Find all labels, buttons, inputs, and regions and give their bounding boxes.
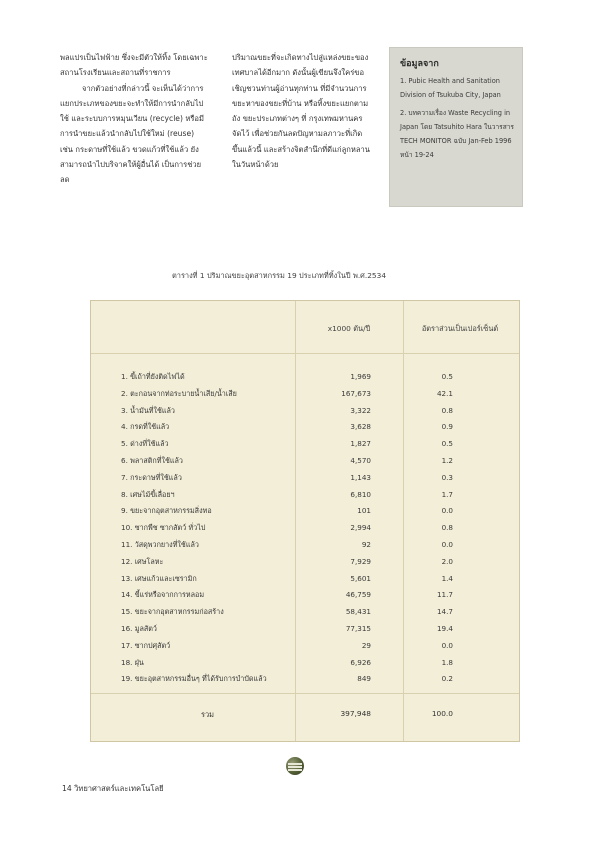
total-row [91, 699, 519, 729]
row-percent: 0.3 [441, 472, 453, 482]
row-percent: 11.7 [436, 590, 453, 600]
row-label: 3. น้ำมันที่ใช้แล้ว [121, 405, 175, 415]
row-label: 8. เศษไม้ขี้เลื่อยฯ [121, 489, 175, 499]
row-label: 17. ซากปศุสัตว์ [121, 640, 171, 650]
row-percent: 0.5 [441, 372, 453, 381]
row-value: 101 [357, 506, 371, 516]
table-row [91, 503, 519, 520]
table-row [91, 369, 519, 386]
row-value: 7,929 [350, 556, 371, 566]
row-value: 29 [361, 640, 371, 650]
row-percent: 0.9 [441, 422, 453, 432]
row-label: 19. ขยะอุตสาหกรรมอื่นๆ ที่ได้รับการบำบัดแล้ว [121, 674, 267, 684]
table-row [91, 403, 519, 420]
row-value: 167,673 [341, 388, 371, 398]
table-row [91, 386, 519, 403]
row-percent: 0.0 [441, 640, 453, 650]
table-row [91, 436, 519, 453]
row-label: 5. ด่างที่ใช้แล้ว [121, 439, 169, 449]
reference-box [389, 47, 523, 207]
total-label: รวม [201, 710, 214, 719]
table-row [91, 487, 519, 504]
row-label: 15. ขยะจากอุตสาหกรรมก่อสร้าง [121, 607, 224, 617]
table-row [91, 520, 519, 537]
row-percent: 1.7 [441, 489, 453, 499]
row-label: 12. เศษโลหะ [121, 556, 164, 566]
row-percent: 42.1 [436, 388, 453, 398]
row-percent: 0.8 [441, 523, 453, 533]
column-header-unit: x1000 ตัน/ปี [327, 324, 371, 333]
row-value: 5,601 [350, 573, 371, 583]
table-row [91, 537, 519, 554]
row-label: 13. เศษแก้วและเซรามิก [121, 573, 197, 583]
paragraph: พลแปรเป็นไฟฟ้าย ซึ่งจะมีตัวให้ทิ้ง โดยเฉพาะสถานโรงเรียนและสถานที่ราชการ [60, 53, 208, 78]
table-row [91, 470, 519, 487]
table-row [91, 671, 519, 688]
row-value: 3,322 [350, 405, 371, 415]
magazine-logo-icon [286, 757, 304, 775]
paragraph: ปริมาณขยะที่จะเกิดทางไปสู่แหล่งขยะของเทศบาลได้อีกมาก ดังนั้นผู้เขียนจึงใคร่ขอเชิญชวนท่านผู้อ่านทุกท่าน ที่มีจำนวนการขยะหาของขยะที่บ้าน หรือทิ้งขยะแยกตามถัง ขยะประเภทต่างๆ ที่ กรุงเทพมหานคร จัดไว้ เพื่อช่วยกันลดปัญหามลภาวะที่เกิดขึ้นแล้วนี้ และสร้างจิตสำนึกที่ดีแก่ลูกหลานในวันหน้าด้วย [232, 53, 370, 170]
row-value: 58,431 [345, 607, 371, 617]
row-label: 10. ซากพืช ซากสัตว์ ทั่วไป [121, 523, 206, 533]
row-value: 1,969 [350, 372, 371, 381]
row-label: 1. ขี้เถ้าที่ยังติดไฟได้ [121, 372, 185, 381]
row-percent: 1.8 [441, 657, 453, 667]
total-percent: 100.0 [431, 709, 453, 718]
row-value: 3,628 [350, 422, 371, 432]
paragraph: จากตัวอย่างที่กล่าวนี้ จะเห็นได้ว่าการแยกประเภทของขยะจะทำให้มีการนำกลับไปใช้ และระบบการหมุนเวียน (recycle) หรือมีการนำขยะแล้วนำกลับไปใช้ใหม่ (reuse) เช่น กระดาษที่ใช้แล้ว ขวดแก้วที่ใช้แล้ว ยังสามารถนำไปบริจาคให้ผู้อื่นได้ เป็นการช่วยลด [60, 83, 204, 185]
row-label: 7. กระดาษที่ใช้แล้ว [121, 472, 182, 482]
row-percent: 19.4 [436, 624, 453, 633]
row-label: 6. พลาสติกที่ใช้แล้ว [121, 456, 183, 465]
row-label: 18. ฝุ่น [121, 657, 144, 667]
column-header-percent: อัตราส่วนเป็นเปอร์เซ็นต์ [421, 324, 499, 333]
row-percent: 0.5 [441, 439, 453, 449]
row-label: 9. ขยะจากอุตสาหกรรมสิ่งทอ [121, 506, 212, 516]
table-row [91, 571, 519, 588]
row-value: 6,810 [350, 489, 371, 499]
row-percent: 1.2 [441, 456, 453, 465]
body-column-left [60, 50, 208, 188]
reference-item: 2. บทความเรื่อง Waste Recycling in Japan โดย Tatsuhito Hara ในวารสาร TECH MONITOR ฉบับ Jan-Feb 1996 หน้า 19-24 [400, 109, 514, 159]
row-percent: 1.4 [441, 573, 453, 583]
row-value: 46,759 [345, 590, 371, 600]
page-footer: 14 วิทยาศาสตร์และเทคโนโลยี [62, 784, 164, 793]
row-label: 11. วัสดุพวกยางที่ใช้แล้ว [121, 540, 199, 549]
body-column-middle [232, 50, 372, 172]
row-percent: 0.2 [441, 674, 453, 684]
row-value: 849 [357, 674, 371, 684]
row-percent: 0.8 [441, 405, 453, 415]
row-percent: 0.0 [441, 506, 453, 516]
row-percent: 2.0 [441, 556, 453, 566]
row-value: 92 [361, 540, 371, 549]
row-label: 2. ตะกอนจากท่อระบายน้ำเสีย/น้ำเสีย [121, 388, 237, 398]
total-value: 397,948 [340, 709, 371, 718]
row-value: 1,827 [350, 439, 371, 449]
row-value: 6,926 [350, 657, 371, 667]
row-value: 4,570 [350, 456, 371, 465]
row-percent: 14.7 [436, 607, 453, 617]
table-row [91, 621, 519, 638]
reference-item: 1. Pubic Health and Sanitation Division of Tsukuba City, Japan [400, 77, 501, 99]
row-label: 14. ขี้แร่หรือจากการหลอม [121, 590, 205, 600]
table-caption: ตารางที่ 1 ปริมาณขยะอุตสาหกรรม 19 ประเภทที่ทิ้งในปี พ.ศ.2534 [172, 271, 387, 280]
table-row [91, 419, 519, 436]
row-label: 16. มูลสัตว์ [121, 624, 157, 633]
table-row [91, 638, 519, 655]
row-value: 1,143 [350, 472, 371, 482]
table-row [91, 554, 519, 571]
table-row [91, 453, 519, 470]
table-row [91, 604, 519, 621]
row-percent: 0.0 [441, 540, 453, 549]
row-label: 4. กรดที่ใช้แล้ว [121, 422, 170, 432]
table-row [91, 655, 519, 672]
table-row [91, 587, 519, 604]
waste-table [90, 300, 520, 742]
row-value: 77,315 [345, 624, 371, 633]
row-value: 2,994 [350, 523, 371, 533]
reference-heading: ข้อมูลจาก [400, 59, 439, 69]
